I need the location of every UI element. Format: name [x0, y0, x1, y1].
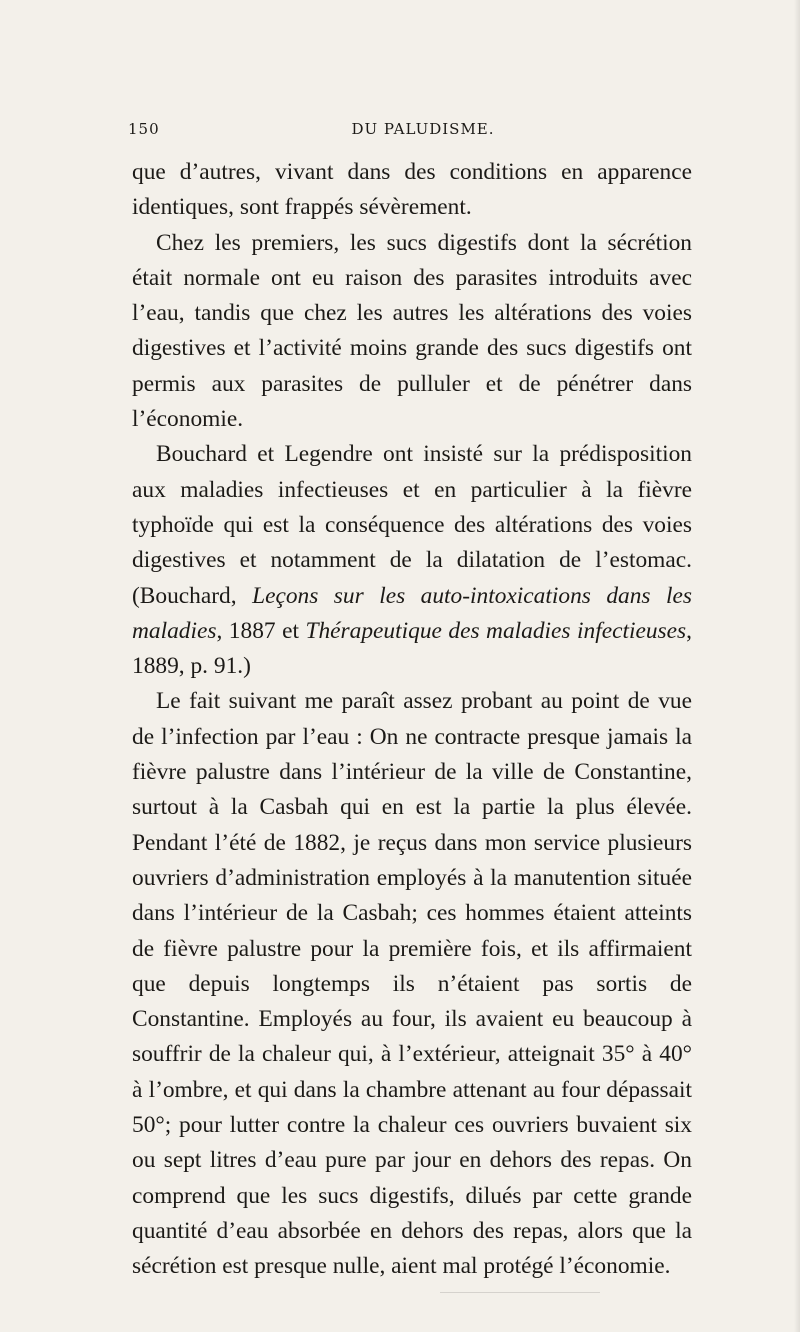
print-mark: [440, 1292, 600, 1293]
paragraph-2: Chez les premiers, les sucs digestifs dont la sécrétion était normale ont eu raison des parasites introduits avec l’eau, tandis que chez les autres les altérations des voies digestives et l’activité moins grande des sucs digestifs ont permis aux parasites de pulluler et de pénétrer dans l’économie.: [132, 229, 692, 433]
page-header: [128, 120, 688, 142]
paragraph-1: que d’autres, vivant dans des conditions en apparence identiques, sont frappés sévèrement.: [132, 159, 692, 221]
paragraph-3-text-c: , 1889, p. 91.): [132, 617, 692, 680]
paragraph-4: Le fait suivant me paraît assez probant au point de vue de l’infection par l’eau : On ne contracte presque jamais la fièvre palustre dans l’intérieur de la ville de Constantine, surtout à la Casbah qui en est la partie la plus élevée. Pendant l’été de 1882, je reçus dans mon service plusieurs ouvriers d’administration employés à la manutention située dans l’intérieur de la Casbah; ces hommes étaient atteints de fièvre palustre pour la première fois, et ils affirmaient que depuis longtemps ils n’étaient pas sortis de Constantine. Employés au four, ils avaient eu beaucoup à souffrir de la chaleur qui, à l’extérieur, atteignait 35° à 40° à l’ombre, et qui dans la chambre attenant au four dépassait 50°; pour lutter contre la chaleur ces ouvriers buvaient six ou sept litres d’eau pure par jour en dehors des repas. On comprend que les sucs digestifs, dilués par cette grande quantité d’eau absorbée en dehors des repas, alors que la sécrétion est presque nulle, aient mal protégé l’économie.: [132, 688, 692, 1280]
running-title: DU PALUDISME.: [351, 120, 495, 138]
paragraph-3-text-a: Bouchard et Legendre ont insisté sur la prédisposition aux maladies infectieuses et en particulier à la fièvre typhoïde qui est la conséquence des altérations des voies digestives et notamment de la dilatation de l’estomac. (Bouchard,: [132, 441, 692, 609]
page-edge-shadow: [794, 0, 800, 1332]
page-number: 150: [128, 120, 160, 138]
citation-title-therapeutique: Thérapeutique des maladies infectieuses: [305, 617, 687, 644]
paragraph-3-text-b: , 1887 et: [216, 617, 306, 644]
citation-title-lecons: Leçons sur les auto-intoxications dans les maladies: [132, 582, 692, 644]
body-text: [132, 155, 692, 1285]
paragraph-3: [132, 437, 692, 684]
